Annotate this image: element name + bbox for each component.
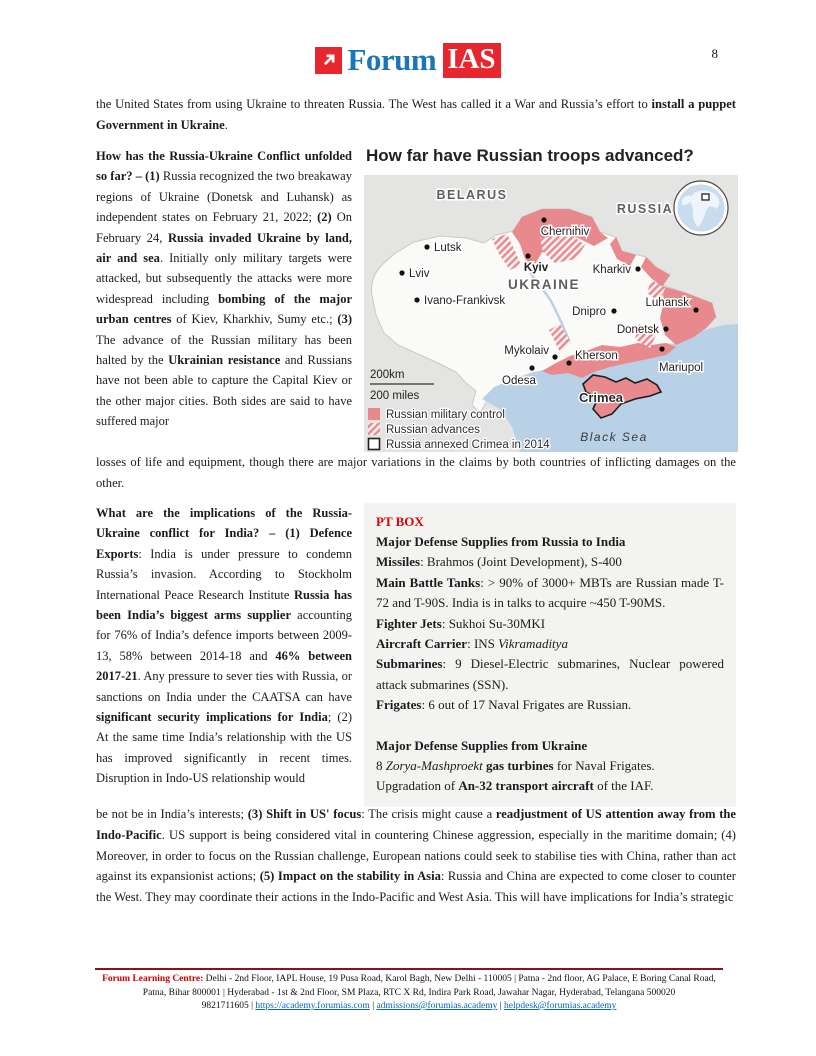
footer-label: Forum Learning Centre: [102,974,204,984]
pt-box-line: 8 Zorya-Mashproekt gas turbines for Naval Frigates. [376,758,655,774]
pt-box-line: Major Defense Supplies from Russia to India [376,534,626,549]
forumias-logo [315,42,500,78]
section2 [96,503,736,807]
footer-separator: | [372,1001,375,1011]
pt-box-line: Frigates: 6 out of 17 Naval Frigates are Russian. [376,697,632,713]
footer-address-line2: Patna, Bihar 800001 | Hyderabad - 1st & 2nd Floor, SM Plaza, RTC X Rd, Indira Park Road, Jawahar Nagar, Hyderabad, Telangana 500020 [142,987,676,998]
footer-phone: 9821711605 [201,1001,249,1011]
legend-label-crimea: Russia annexed Crimea in 2014 [386,439,550,451]
section2-left-column [96,503,352,807]
footer-separator: | [251,1001,254,1011]
label-kherson: Kherson [575,350,618,362]
label-ivano-frankivsk: Ivano-Frankivsk [424,295,506,307]
map-title: How far have Russian troops advanced? [366,146,694,165]
pt-box-line: Main Battle Tanks: > 90% of 3000+ MBTs are Russian made T-72 and T-90S. India is in talks to acquire ~450 T-90MS. [376,574,724,611]
section1-text: How has the Russia-Ukraine Conflict unfolded so far? – (1) Russia recognized the two breakaway regions of Ukraine (Donetsk and Luhansk) as independent states on February 21, 2022; (2) On February 24, Russia invaded Ukraine by land, air and sea. Initially only military targets were attacked, but subsequently the attacks were more widespread including bombing of the major urban centres of Kiev, Kharkhiv, Sumy etc.; (3) The advance of the Russian military has been halted by the Ukrainian resistance and Russians have not been able to capture the Capital Kiev or the other major cities. Both sides are said to have suffered major [96,149,353,429]
label-donetsk: Donetsk [616,324,659,336]
section1-continuation: losses of life and equipment, though there are major variations in the claims by both countries of inflicting damages on the other. [96,455,736,490]
label-luhansk: Luhansk [645,297,689,309]
legend-swatch-control [368,408,380,420]
label-lutsk: Lutsk [434,242,462,254]
label-crimea: Crimea [578,390,624,405]
logo-arrow-icon [315,47,342,74]
pt-box-line: Submarines: 9 Diesel-Electric submarines, Nuclear powered attack submarines (SSN). [376,656,724,692]
pt-box-line: Upgradation of An-32 transport aircraft of the IAF. [376,778,654,794]
ukraine-map [364,175,738,452]
header [0,42,816,78]
pt-box [364,503,736,807]
label-ukraine: UKRAINE [507,277,581,292]
svg-text:200 miles: 200 miles [370,390,420,402]
label-mariupol: Mariupol [658,362,704,374]
pt-box-line: Major Defense Supplies from Ukraine [376,737,588,753]
label-black-sea: Black Sea [580,430,648,444]
label-belarus: BELARUS [436,188,508,202]
footer-website-link[interactable]: https://academy.forumias.com [255,1001,370,1011]
label-dnipro: Dnipro [572,306,606,318]
label-russia: RUSSIA [616,202,674,216]
intro-paragraph: the United States from using Ukraine to threaten Russia. The West has called it a War and Russia’s effort to install a puppet Government in Ukraine. [96,97,736,132]
map-column [364,146,738,457]
footer-helpdesk-link[interactable]: helpdesk@forumias.academy [504,1001,617,1011]
footer-separator: | [499,1001,502,1011]
logo-ias-badge: IAS [443,43,500,78]
legend-swatch-advances [368,423,380,435]
pt-box-line: Missiles: Brahmos (Joint Development), S-400 [376,554,622,570]
label-lviv: Lviv [409,268,430,280]
footer-address-line1 [95,973,723,987]
legend-label-advances: Russian advances [386,424,480,436]
legend-swatch-crimea [369,439,380,450]
section2-text: What are the implications of the Russia-Ukraine conflict for India? – (1) Defence Exports: India is under pressure to condemn Russia’s invasion. According to Stockholm International Peace Research Institute Russia has been India’s biggest arms supplier accounting for 76% of India’s defence imports between 2009-13, 58% between 2014-18 and 46% between 2017-21. Any pressure to sever ties with Russia, or sanctions on India under the CAATSA can have significant security implications for India; (2) At the same time India’s relationship with the US has improved significantly in recent times. Disruption in Indo-US relationship would [96,506,353,786]
label-chernihiv: Chernihiv [540,226,590,238]
section1-left-column [96,146,352,457]
pt-box-line: Aircraft Carrier: INS Vikramaditya [376,636,568,652]
pt-box-line: Fighter Jets: Sukhoi Su-30MKI [376,615,546,631]
label-kyiv: Kyiv [523,262,549,274]
pt-box-tag: PT BOX [376,514,424,529]
label-odesa: Odesa [502,375,536,387]
legend-label-control: Russian military control [386,409,505,421]
globe-inset-icon [674,181,728,235]
label-kharkiv: Kharkiv [592,264,631,276]
section2-continuation: be not be in India’s interests; (3) Shift in US' focus: The crisis might cause a readjustment of US attention away from the Indo-Pacific. US support is being considered vital in countering Chinese aggression, especially in the maritime domain; (4) Moreover, in order to focus on the Russian challenge, European nations could seek to stabilise ties with China, rather than act against its expansionist actions; (5) Impact on the stability in Asia: Russia and China are expected to come closer to counter the West. They may coordinate their actions in the Indo-Pacific and West Asia. This will have implications for India’s strategic [96,807,736,905]
page-number: 8 [711,46,718,61]
logo-forum-text: Forum [347,42,437,77]
footer [95,968,723,1014]
section1 [96,146,736,457]
svg-text:200km: 200km [370,369,405,381]
label-mykolaiv: Mykolaiv [504,345,549,357]
pt-box-spacer [376,716,724,736]
footer-line1-text: Delhi - 2nd Floor, IAPL House, 19 Pusa Road, Karol Bagh, New Delhi - 110005 | Patna - 2nd floor, AG Palace, E Boring Canal Road, [205,974,716,984]
footer-contact-line [95,1000,723,1014]
footer-admissions-link[interactable]: admissions@forumias.academy [376,1001,498,1011]
